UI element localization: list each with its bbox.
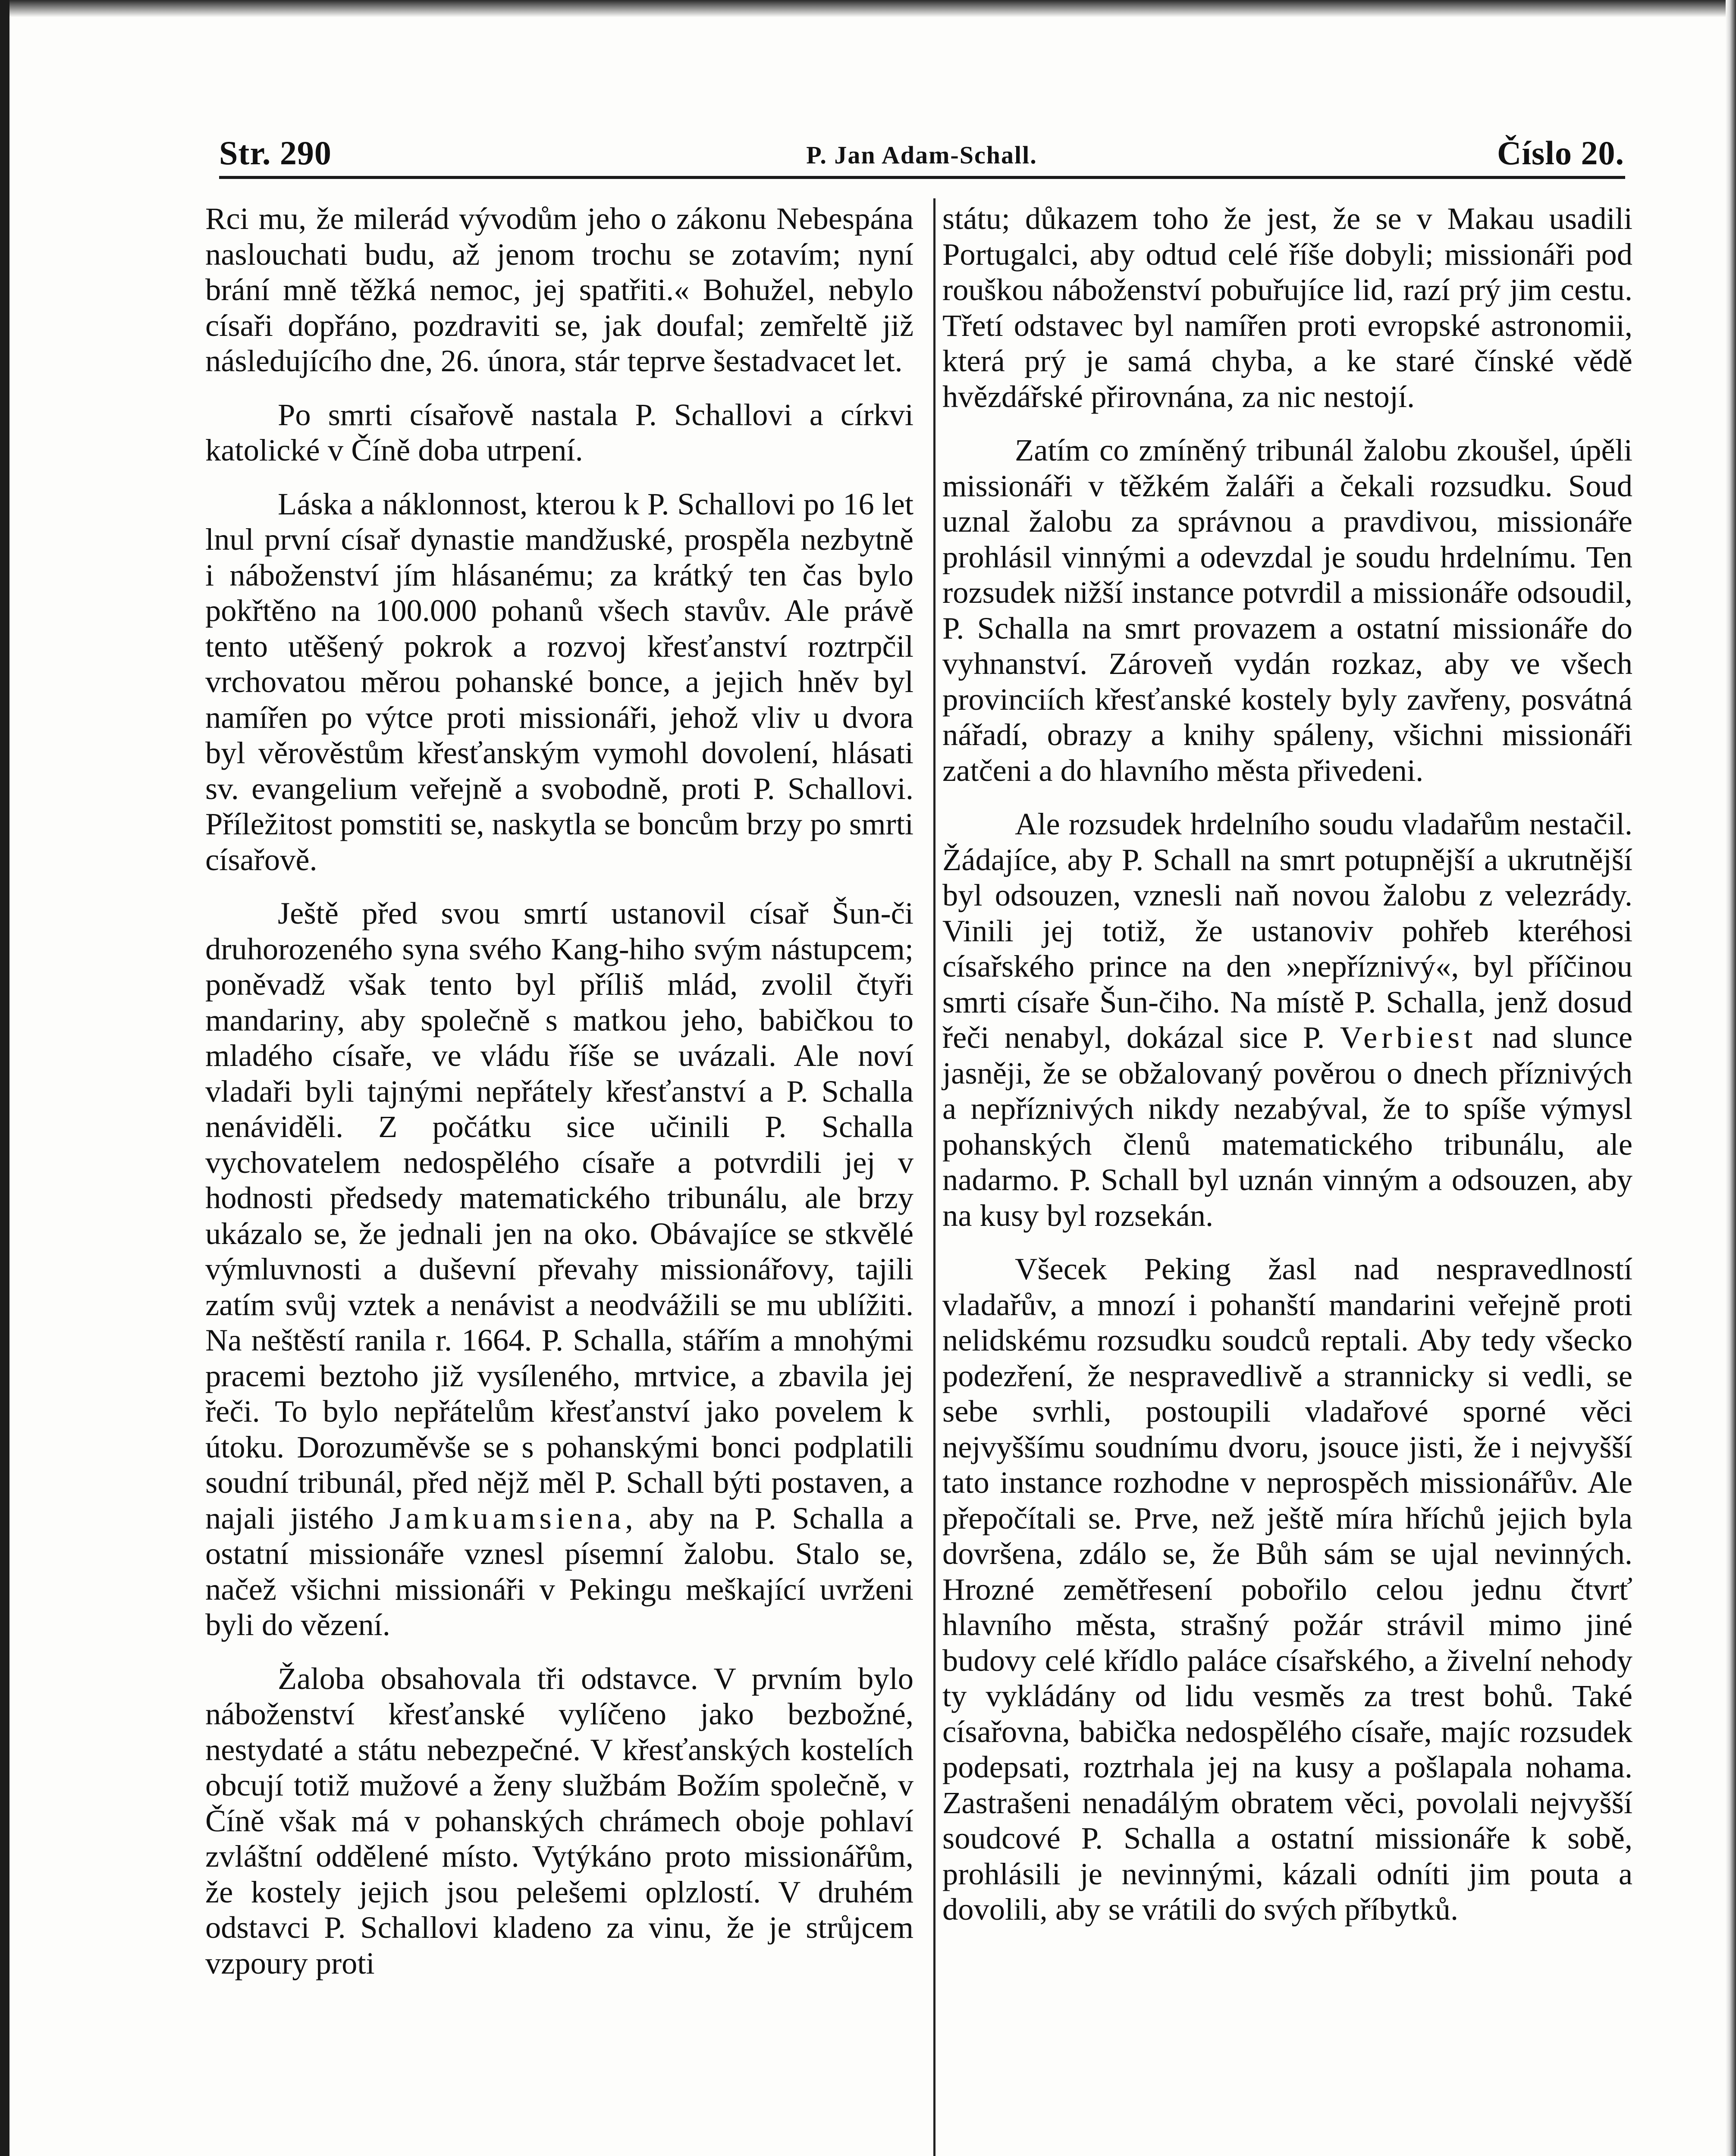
paragraph-text: nad slunce jasněji, že se obžalovaný pověrou o dnech příznivých a nepříznivých nikdy nezabýval, že to spíše výmysl pohanských členů matematického tribunálu, ale nadarmo. P. Schall byl uznán vinným a odsouzen, aby na kusy byl rozsekán.	[942, 1020, 1633, 1233]
paragraph-text: , aby na P. Schalla a ostatní missionáře vznesl písemní žalobu. Stalo se, načež všichni missionáři v Pekingu meškající uvrženi byli do vězení.	[205, 1500, 914, 1642]
paragraph-text: Ještě před svou smrtí ustanovil císař Šun-či druhorozeného syna svého Kang-hiho svým nástupcem; poněvadž však tento byl příliš mlád, zvolil čtyři mandariny, aby společně s matkou jeho, babičkou to mladého císaře, ve vládu říše se uvázali. Ale noví vladaři byli tajnými nepřátely křesťanství a P. Schalla nenáviděli. Z počátku sice učinili P. Schalla vychovatelem nedospělého císaře a potvrdili jej v hodnosti předsedy matematického tribunálu, ale brzy ukázalo se, že jednali jen na oko. Obávajíce se stkvělé výmluvnosti a duševní převahy missionářovy, tajili zatím svůj vztek a nenávist a neodvážili se mu ublížiti. Na neštěstí ranila r. 1664. P. Schalla, stářím a mnohými pracemi beztoho již vysíleného, mrtvice, a zbavila jej řeči. To bylo nepřátelům křesťanství jako povelem k útoku. Dorozuměvše se s pohanskými bonci podplatili soudní tribunál, před nějž měl P. Schall býti postaven, a najali jistého	[205, 896, 914, 1536]
scan-edge-left	[0, 0, 9, 2156]
paragraph: Zatím co zmíněný tribunál žalobu zkoušel, úpěli missionáři v těžkém žaláři a čekali rozsudku. Soud uznal žalobu za správnou a pravdivou, missionáře prohlásil vinnými a odevzdal je soudu hrdelnímu. Ten rozsudek nižší instance potvrdil a missionáře odsoudil, P. Schalla na smrt provazem a ostatní missionáře do vyhnanství. Zároveň vydán rozkaz, aby ve všech provinciích křesťanské kostely byly zavřeny, posvátná nářadí, obrazy a knihy spáleny, všichni missionáři zatčeni a do hlavního města přivedeni.	[942, 432, 1632, 788]
issue-number: Číslo 20.	[1497, 134, 1624, 172]
header-rule	[219, 176, 1625, 179]
paragraph	[942, 806, 1632, 1233]
page-header	[219, 126, 1624, 178]
paragraph: státu; důkazem toho že jest, že se v Makau usadili Portugalci, aby odtud celé říše dobyli; missionáři pod rouškou náboženství pobuřujíce lid, razí prý jim cestu. Třetí odstavec byl namířen proti evropské astronomii, která prý je samá chyba, a ke staré čínské vědě hvězdářské přirovnána, za nic nestojí.	[942, 201, 1632, 414]
column-divider	[933, 198, 935, 2156]
paragraph: Po smrti císařově nastala P. Schallovi a církvi katolické v Číně doba utrpení.	[205, 397, 914, 467]
left-column	[205, 201, 914, 1999]
paragraph: Všecek Peking žasl nad nespravedlností vladařův, a mnozí i pohanští mandarini veřejně proti nelidskému rozsudku soudců reptali. Aby tedy všecko podezření, že nespravedlivě a strannicky si vedli, se sebe svrhli, postoupili vladařové sporné věci nejvyššímu soudnímu dvoru, jsouce jisti, že i nejvyšší tato instance rozhodne v neprospěch missionářův. Ale přepočítali se. Prve, než ještě míra hříchů jejich byla dovršena, zdálo se, že Bůh sám se ujal nevinných. Hrozné zemětřesení pobořilo celou jednu čtvrť hlavního města, strašný požár strávil mimo jiné budovy celé křídlo paláce císařského, a živelní nehody ty vykládány od lidu vesměs za trest bohů. Také císařovna, babička nedospělého císaře, majíc rozsudek podepsati, roztrhala jej na kusy a pošlapala nohama. Zastrašeni nenadálým obratem věci, povolali nejvyšší soudcové P. Schalla a ostatní missionáře k sobě, prohlásili je nevinnými, kázali odníti jim pouta a dovolili, aby se vrátili do svých příbytků.	[942, 1251, 1632, 1927]
right-column	[942, 201, 1632, 1946]
scan-edge-top	[0, 0, 1736, 17]
scan-edge-right	[1726, 0, 1736, 2156]
person-name-emphasis: Jamkuamsiena	[389, 1500, 625, 1536]
person-name-emphasis: Verbiest	[1340, 1020, 1477, 1055]
paragraph-text: Ale rozsudek hrdelního soudu vladařům nestačil. Žádajíce, aby P. Schall na smrt potupnější a ukrutnější byl odsouzen, vznesli naň novou žalobu z velezrády. Vinili jej totiž, že ustanoviv pohřeb kteréhosi císařského prince na den »nepříznivý«, byl příčinou smrti císaře Šun-čiho. Na místě P. Schalla, jenž dosud řeči nenabyl, dokázal sice P.	[942, 806, 1632, 1055]
paragraph: Láska a náklonnost, kterou k P. Schallovi po 16 let lnul první císař dynastie mandžuské, prospěla nezbytně i náboženství jím hlásanému; za krátký ten čas bylo pokřtěno na 100.000 pohanů všech stavův. Ale právě tento utěšený pokrok a rozvoj křesťanství roztrpčil vrchovatou měrou pohanské bonce, a jejich hněv byl namířen po výtce proti missionáři, jehož vliv u dvora byl věrověstům křesťanským vymohl dovolení, hlásati sv. evangelium veřejně a svobodně, proti P. Schallovi. Příležitost pomstiti se, naskytla se boncům brzy po smrti císařově.	[205, 486, 914, 877]
running-title: P. Jan Adam-Schall.	[806, 141, 1037, 169]
paragraph	[205, 896, 914, 1643]
paragraph: Žaloba obsahovala tři odstavce. V prvním bylo náboženství křesťanské vylíčeno jako bezbožné, nestydaté a státu nebezpečné. V křesťanských kostelích obcují totiž mužové a ženy službám Božím společně, v Číně však má v pohanských chrámech oboje pohlaví zvláštní oddělené místo. Vytýkáno proto missionářům, že kostely jejich jsou pelešemi oplzlostí. V druhém odstavci P. Schallovi kladeno za vinu, že je strůjcem vzpoury proti	[205, 1661, 914, 1981]
page-number: Str. 290	[219, 134, 332, 172]
paragraph: Rci mu, že milerád vývodům jeho o zákonu Nebespána naslouchati budu, až jenom trochu se zotavím; nyní brání mně těžká nemoc, jej spatřiti.« Bohužel, nebylo císaři dopřáno, pozdraviti se, jak doufal; zemřeltě již následujícího dne, 26. února, stár teprve šestadvacet let.	[205, 201, 914, 378]
